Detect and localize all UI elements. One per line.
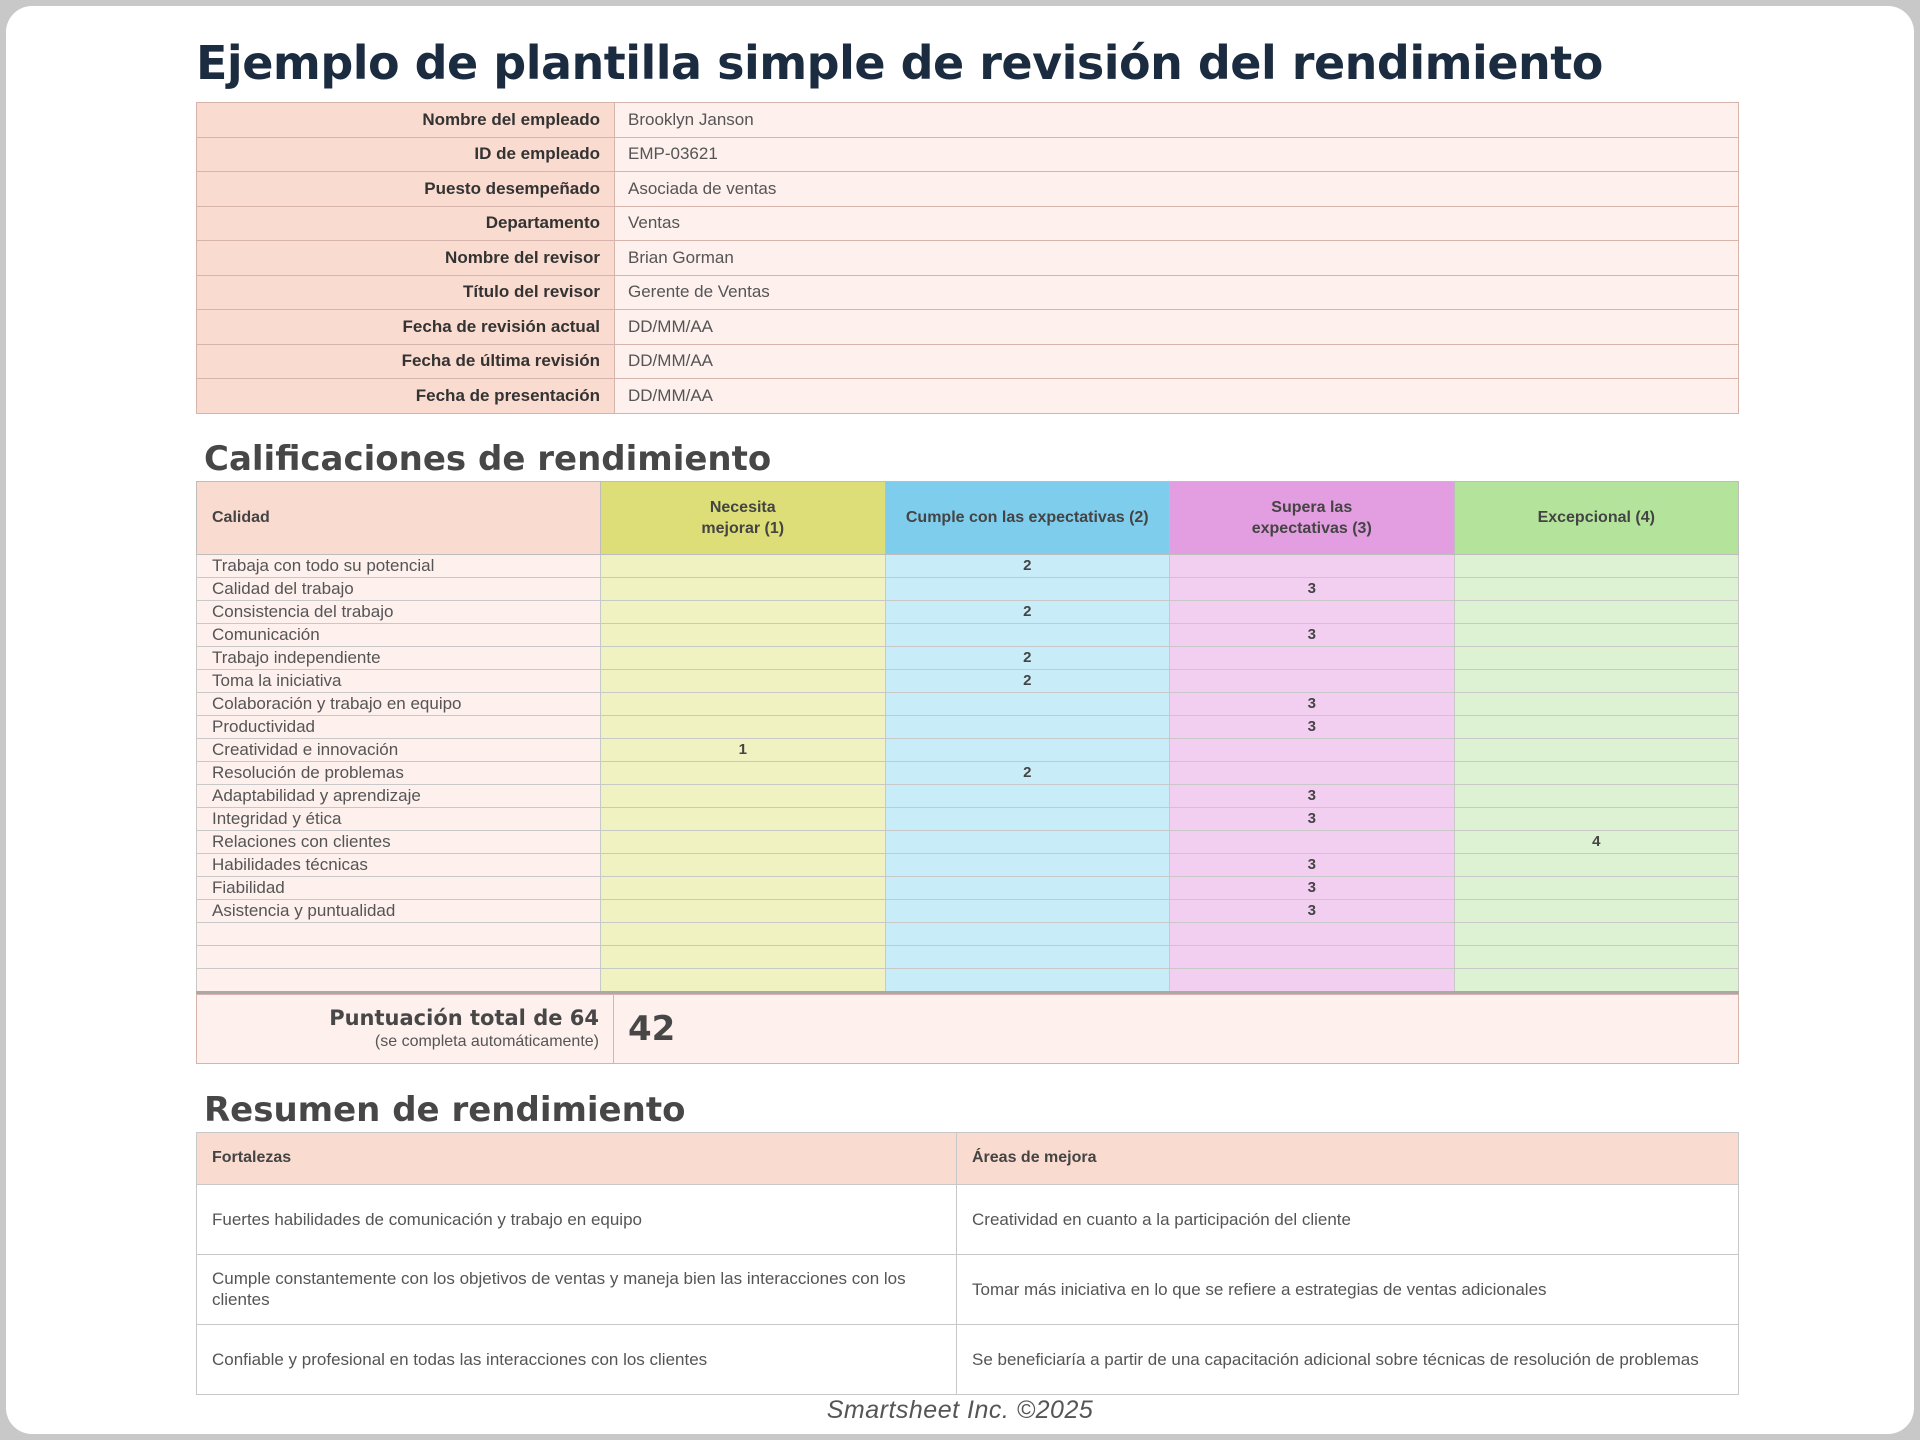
exceeds-expectations-cell: 3 [1170, 899, 1455, 922]
exceptional-cell [1454, 968, 1739, 992]
exceeds-expectations-cell: 3 [1170, 715, 1455, 738]
meets-expectations-cell [885, 876, 1170, 899]
exceptional-cell [1454, 807, 1739, 830]
rating-row [197, 623, 1739, 646]
needs-improvement-cell [601, 899, 886, 922]
meets-expectations-cell [885, 945, 1170, 968]
improvement-cell: Tomar más iniciativa en lo que se refiere a estrategias de ventas adicionales [957, 1254, 1739, 1324]
needs-improvement-cell [601, 876, 886, 899]
needs-improvement-cell [601, 853, 886, 876]
summary-section-title: Resumen de rendimiento [204, 1089, 686, 1130]
meets-expectations-cell: 2 [885, 646, 1170, 669]
info-value: Ventas [615, 206, 1739, 241]
meets-expectations-cell: 2 [885, 669, 1170, 692]
info-label: Fecha de revisión actual [197, 310, 615, 345]
rating-row [197, 807, 1739, 830]
exceptional-cell [1454, 853, 1739, 876]
quality-name: Resolución de problemas [197, 761, 601, 784]
quality-header: Calidad [197, 481, 601, 554]
rating-row [197, 646, 1739, 669]
needs-improvement-cell [601, 600, 886, 623]
needs-improvement-cell [601, 623, 886, 646]
strength-cell: Confiable y profesional en todas las interacciones con los clientes [197, 1324, 957, 1394]
footer-copyright: Smartsheet Inc. ©2025 [826, 1396, 1094, 1424]
info-row [197, 344, 1739, 379]
quality-name: Trabajo independiente [197, 646, 601, 669]
exceptional-cell [1454, 761, 1739, 784]
exceeds-expectations-cell: 3 [1170, 807, 1455, 830]
needs-improvement-cell [601, 554, 886, 577]
info-label: Nombre del revisor [197, 241, 615, 276]
strength-cell: Fuertes habilidades de comunicación y trabajo en equipo [197, 1184, 957, 1254]
total-score-value: 42 [614, 994, 1739, 1063]
exceeds-expectations-cell [1170, 830, 1455, 853]
summary-row [197, 1184, 1739, 1254]
rating-row [197, 945, 1739, 968]
quality-name: Calidad del trabajo [197, 577, 601, 600]
exceptional-cell [1454, 692, 1739, 715]
meets-expectations-cell [885, 715, 1170, 738]
rating-row [197, 853, 1739, 876]
exceptional-cell [1454, 922, 1739, 945]
rating-row [197, 577, 1739, 600]
info-row [197, 275, 1739, 310]
meets-expectations-cell [885, 968, 1170, 992]
exceeds-expectations-cell [1170, 968, 1455, 992]
quality-name: Fiabilidad [197, 876, 601, 899]
quality-name [197, 945, 601, 968]
meets-expectations-cell [885, 577, 1170, 600]
info-row [197, 103, 1739, 138]
total-score-note: (se completa automáticamente) [374, 1032, 599, 1050]
info-value: Brooklyn Janson [615, 103, 1739, 138]
info-label: Título del revisor [197, 275, 615, 310]
strength-cell: Cumple constantemente con los objetivos de ventas y maneja bien las interacciones con los clientes [197, 1254, 957, 1324]
info-value: EMP-03621 [615, 137, 1739, 172]
rating-row [197, 761, 1739, 784]
needs-improvement-cell [601, 784, 886, 807]
info-value: Asociada de ventas [615, 172, 1739, 207]
total-score-label: Puntuación total de 64 [329, 1005, 599, 1030]
quality-name: Integridad y ética [197, 807, 601, 830]
meets-expectations-cell: 2 [885, 761, 1170, 784]
needs-improvement-cell [601, 669, 886, 692]
quality-name: Adaptabilidad y aprendizaje [197, 784, 601, 807]
meets-expectations-cell [885, 623, 1170, 646]
rating-row [197, 738, 1739, 761]
info-label: Fecha de última revisión [197, 344, 615, 379]
total-score-label-cell [197, 994, 614, 1063]
meets-expectations-cell [885, 784, 1170, 807]
info-value: DD/MM/AA [615, 344, 1739, 379]
exceeds-expectations-cell: 3 [1170, 784, 1455, 807]
info-value: DD/MM/AA [615, 379, 1739, 414]
quality-name: Colaboración y trabajo en equipo [197, 692, 601, 715]
exceptional-cell: 4 [1454, 830, 1739, 853]
rating-row [197, 554, 1739, 577]
meets-expectations-cell [885, 692, 1170, 715]
info-value: DD/MM/AA [615, 310, 1739, 345]
needs-improvement-cell [601, 922, 886, 945]
meets-expectations-cell [885, 807, 1170, 830]
info-value: Gerente de Ventas [615, 275, 1739, 310]
needs-improvement-cell [601, 830, 886, 853]
summary-row [197, 1254, 1739, 1324]
needs-improvement-cell [601, 646, 886, 669]
exceptional-cell [1454, 738, 1739, 761]
rating-row [197, 968, 1739, 992]
needs-improvement-cell [601, 577, 886, 600]
rating-row [197, 830, 1739, 853]
meets-expectations-cell [885, 738, 1170, 761]
employee-info-table [196, 102, 1739, 414]
page-title: Ejemplo de plantilla simple de revisión del rendimiento [196, 36, 1603, 90]
meets-expectations-cell [885, 922, 1170, 945]
exceptional-cell [1454, 945, 1739, 968]
strengths-header: Fortalezas [197, 1132, 957, 1184]
info-label: Departamento [197, 206, 615, 241]
exceptional-cell [1454, 876, 1739, 899]
needs-improvement-cell [601, 807, 886, 830]
rating-row [197, 600, 1739, 623]
improvement-cell: Se beneficiaría a partir de una capacitación adicional sobre técnicas de resolución de problemas [957, 1324, 1739, 1394]
rating-row [197, 922, 1739, 945]
exceeds-expectations-cell [1170, 646, 1455, 669]
info-row [197, 379, 1739, 414]
exceptional-cell [1454, 784, 1739, 807]
needs-improvement-header: Necesita mejorar (1) [601, 481, 886, 554]
quality-name [197, 968, 601, 992]
exceptional-cell [1454, 646, 1739, 669]
meets-expectations-cell [885, 853, 1170, 876]
ratings-table [196, 481, 1739, 994]
meets-expectations-cell [885, 899, 1170, 922]
exceptional-cell [1454, 577, 1739, 600]
exceptional-header: Excepcional (4) [1454, 481, 1739, 554]
quality-name: Habilidades técnicas [197, 853, 601, 876]
meets-expectations-cell: 2 [885, 554, 1170, 577]
info-row [197, 310, 1739, 345]
needs-improvement-cell: 1 [601, 738, 886, 761]
needs-improvement-cell [601, 692, 886, 715]
info-row [197, 241, 1739, 276]
quality-name: Creatividad e innovación [197, 738, 601, 761]
exceptional-cell [1454, 899, 1739, 922]
exceeds-expectations-cell [1170, 600, 1455, 623]
page-frame [6, 6, 1914, 1434]
needs-improvement-cell [601, 968, 886, 992]
rating-row [197, 715, 1739, 738]
improvement-cell: Creatividad en cuanto a la participación del cliente [957, 1184, 1739, 1254]
needs-improvement-cell [601, 761, 886, 784]
exceeds-expectations-cell [1170, 945, 1455, 968]
rating-row [197, 669, 1739, 692]
exceeds-expectations-cell [1170, 738, 1455, 761]
exceptional-cell [1454, 554, 1739, 577]
meets-expectations-cell: 2 [885, 600, 1170, 623]
rating-row [197, 692, 1739, 715]
quality-name: Trabaja con todo su potencial [197, 554, 601, 577]
exceptional-cell [1454, 623, 1739, 646]
needs-improvement-cell [601, 715, 886, 738]
improvement-header: Áreas de mejora [957, 1132, 1739, 1184]
exceeds-expectations-cell [1170, 922, 1455, 945]
meets-expectations-cell [885, 830, 1170, 853]
exceeds-expectations-cell [1170, 761, 1455, 784]
exceeds-expectations-cell: 3 [1170, 623, 1455, 646]
quality-name: Consistencia del trabajo [197, 600, 601, 623]
info-value: Brian Gorman [615, 241, 1739, 276]
quality-name: Comunicación [197, 623, 601, 646]
info-row [197, 172, 1739, 207]
exceeds-expectations-cell: 3 [1170, 577, 1455, 600]
quality-name: Relaciones con clientes [197, 830, 601, 853]
total-score-table [196, 994, 1739, 1064]
quality-name [197, 922, 601, 945]
info-label: Puesto desempeñado [197, 172, 615, 207]
info-row [197, 206, 1739, 241]
info-label: Fecha de presentación [197, 379, 615, 414]
document-content [196, 6, 1739, 1395]
needs-improvement-cell [601, 945, 886, 968]
summary-row [197, 1324, 1739, 1394]
info-label: ID de empleado [197, 137, 615, 172]
exceeds-expectations-cell [1170, 669, 1455, 692]
exceeds-expectations-cell: 3 [1170, 692, 1455, 715]
exceeds-expectations-header: Supera las expectativas (3) [1170, 481, 1455, 554]
ratings-section-title: Calificaciones de rendimiento [204, 438, 772, 479]
summary-table [196, 1132, 1739, 1395]
rating-row [197, 876, 1739, 899]
exceptional-cell [1454, 600, 1739, 623]
ratings-header-row [197, 481, 1739, 554]
exceeds-expectations-cell: 3 [1170, 876, 1455, 899]
quality-name: Productividad [197, 715, 601, 738]
exceptional-cell [1454, 715, 1739, 738]
exceeds-expectations-cell: 3 [1170, 853, 1455, 876]
meets-expectations-header: Cumple con las expectativas (2) [885, 481, 1170, 554]
info-row [197, 137, 1739, 172]
exceptional-cell [1454, 669, 1739, 692]
info-label: Nombre del empleado [197, 103, 615, 138]
quality-name: Asistencia y puntualidad [197, 899, 601, 922]
rating-row [197, 899, 1739, 922]
exceeds-expectations-cell [1170, 554, 1455, 577]
quality-name: Toma la iniciativa [197, 669, 601, 692]
rating-row [197, 784, 1739, 807]
